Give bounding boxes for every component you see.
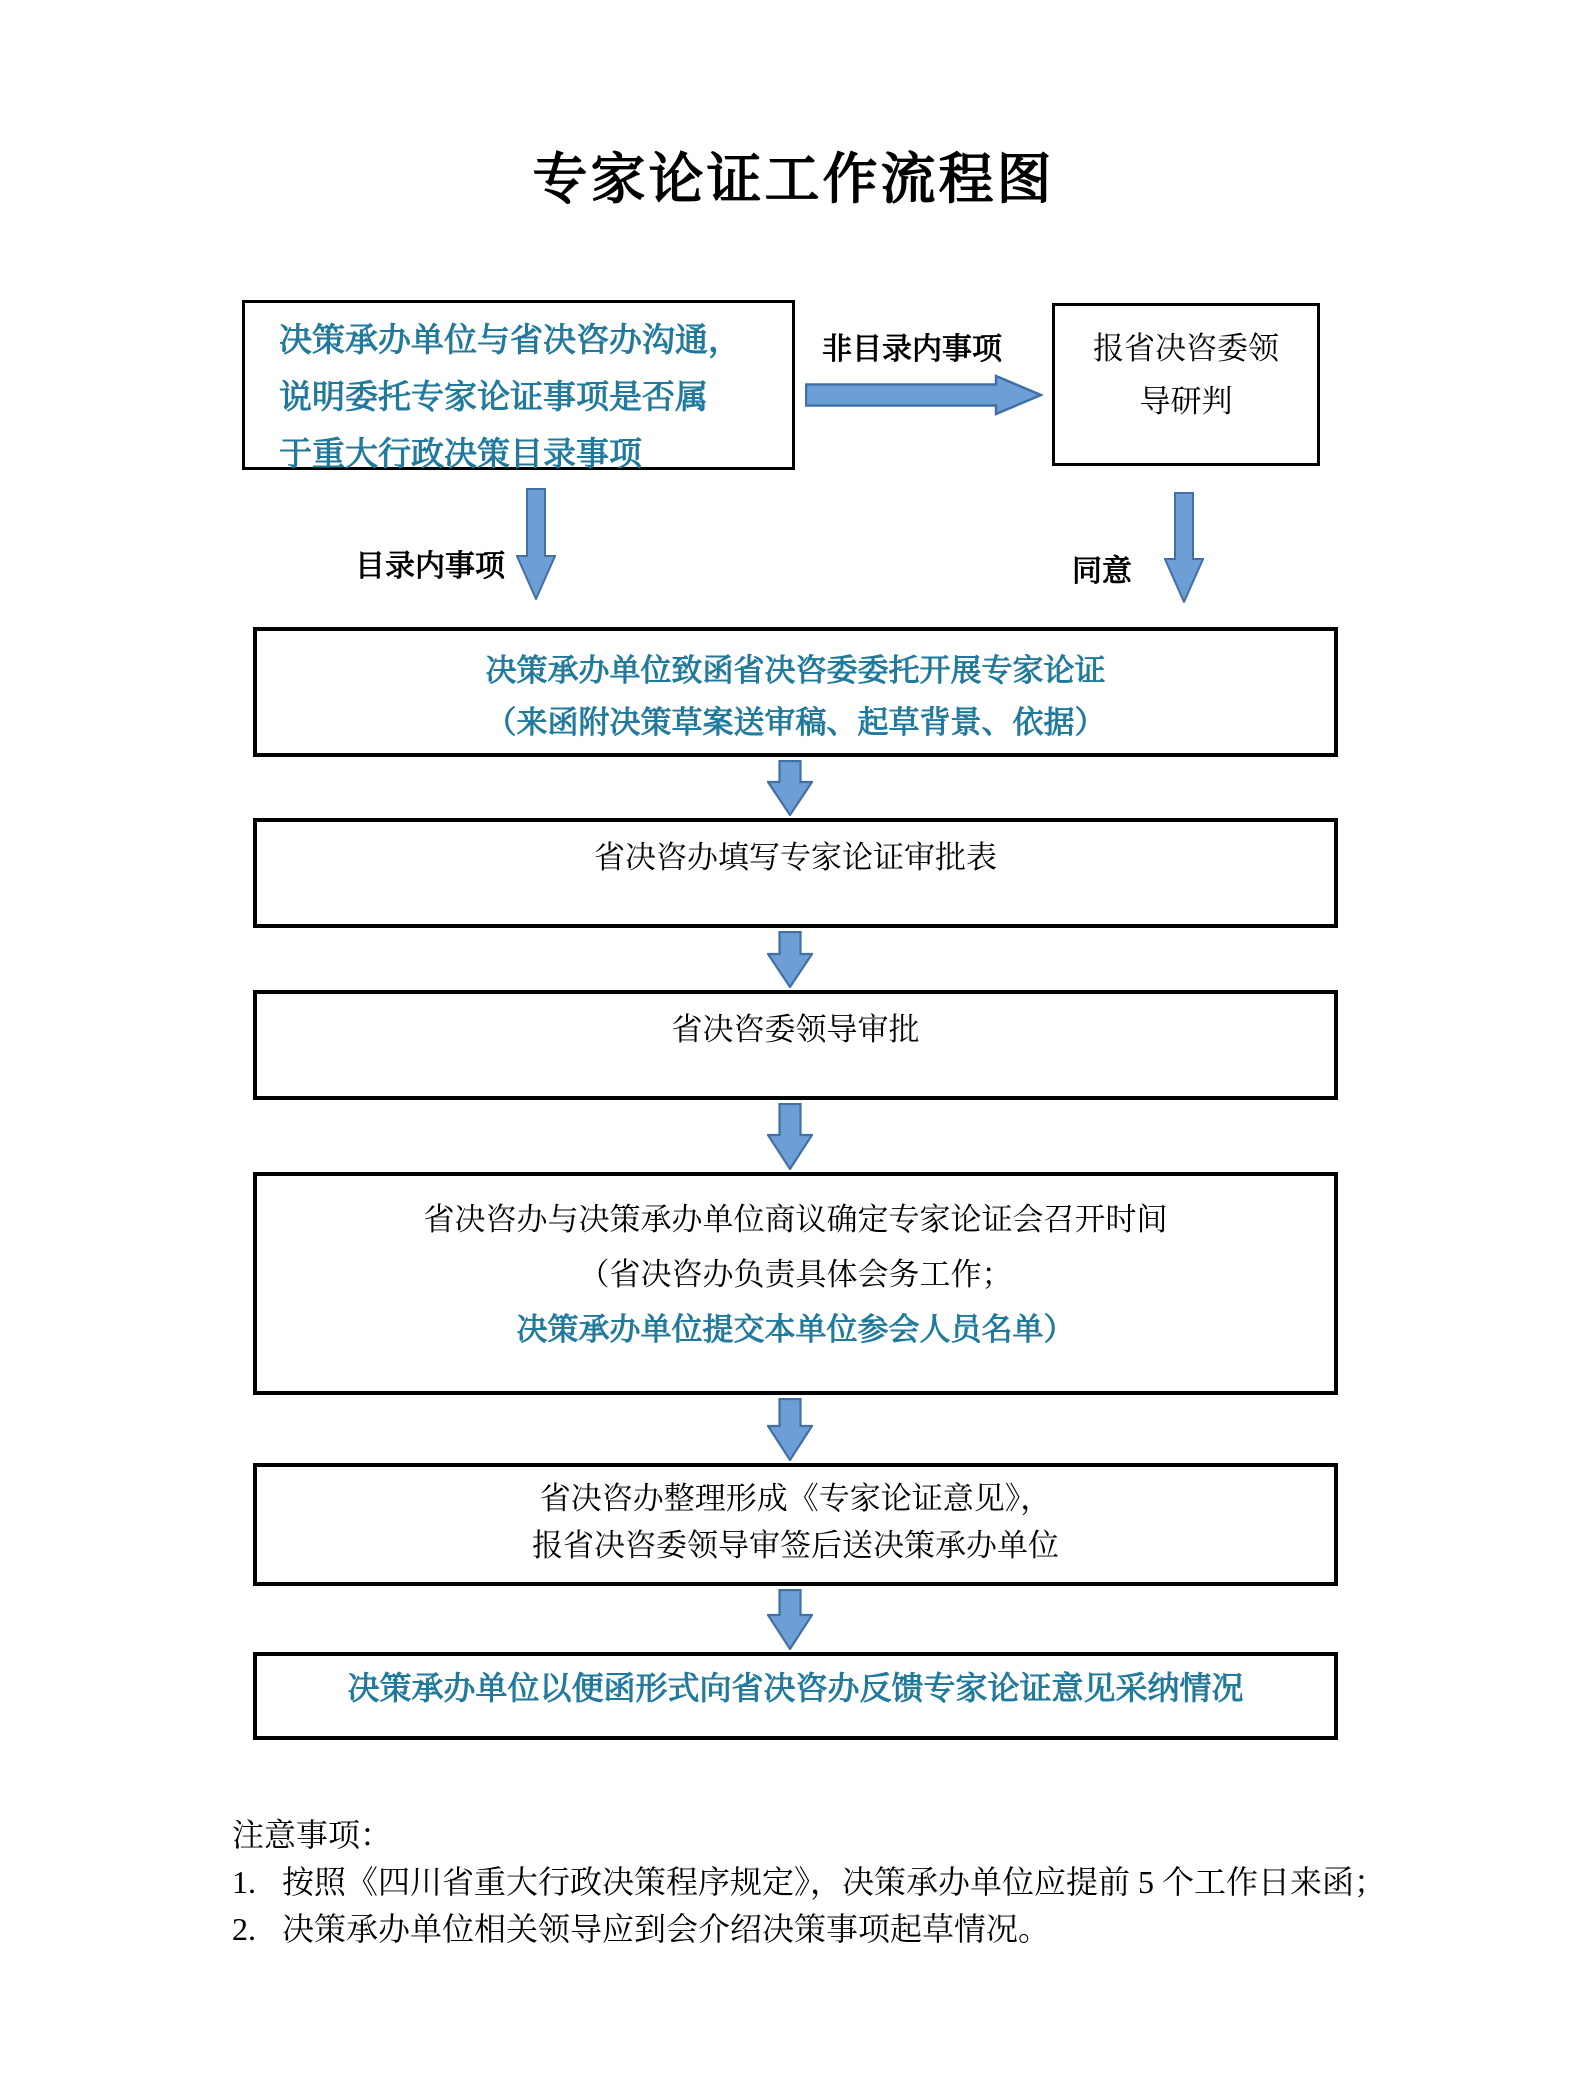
flow-box-start-line: 说明委托专家论证事项是否属 xyxy=(279,380,708,416)
label-non-catalog-item: 非目录内事项 xyxy=(822,333,1002,366)
flow-box-approve xyxy=(253,990,1338,1100)
flow-box-form-line: 省决咨办填写专家论证审批表 xyxy=(594,840,997,875)
flow-box-opinion-line: 省决咨办整理形成《专家论证意见》， xyxy=(539,1481,1052,1516)
flow-box-start-line: 于重大行政决策目录事项 xyxy=(279,437,642,473)
flow-box-meeting xyxy=(253,1172,1338,1395)
flow-box-leader-review-line: 报省决咨委领 xyxy=(1093,331,1279,366)
arrow-down-icon xyxy=(767,760,813,816)
notes-heading: 注意事项： xyxy=(232,1817,393,1853)
notes-item-text: 决策承办单位相关领导应到会介绍决策事项起草情况。 xyxy=(282,1911,1051,1947)
notes-item-number: 2. xyxy=(232,1911,256,1947)
flow-box-letter-line: （来函附决策草案送审稿、起草背景、依据） xyxy=(485,705,1106,740)
flow-box-feedback xyxy=(253,1652,1338,1740)
flow-box-approve-line: 省决咨委领导审批 xyxy=(671,1012,920,1047)
page-title: 专家论证工作流程图 xyxy=(532,149,1055,210)
flow-box-letter xyxy=(253,627,1338,757)
flow-box-letter-line: 决策承办单位致函省决咨委委托开展专家论证 xyxy=(485,653,1106,688)
flow-box-meeting-line: （省决咨办负责具体会务工作； xyxy=(578,1257,1013,1292)
notes-item-number: 1. xyxy=(232,1864,256,1900)
arrow-down-icon xyxy=(767,1589,813,1650)
flow-box-leader-review xyxy=(1052,303,1320,466)
arrow-down-icon xyxy=(516,488,556,600)
label-catalog-item: 目录内事项 xyxy=(355,550,505,583)
notes-item xyxy=(232,1859,1472,1906)
flow-box-meeting-line: 省决咨办与决策承办单位商议确定专家论证会召开时间 xyxy=(423,1202,1168,1237)
arrow-down-icon xyxy=(767,1398,813,1461)
flow-box-start xyxy=(242,300,795,473)
flow-box-feedback-line: 决策承办单位以便函形式向省决咨办反馈专家论证意见采纳情况 xyxy=(347,1670,1244,1706)
arrow-right-icon xyxy=(805,374,1043,416)
arrow-down-icon xyxy=(767,1103,813,1170)
flow-box-leader-review-line: 导研判 xyxy=(1139,384,1233,419)
notes-item xyxy=(232,1906,1472,1953)
flow-box-start-line: 决策承办单位与省决咨办沟通， xyxy=(279,323,741,359)
arrow-down-icon xyxy=(1164,492,1204,603)
label-agree: 同意 xyxy=(1072,555,1132,588)
flow-box-form xyxy=(253,818,1338,928)
flow-box-opinion-line: 报省决咨委领导审签后送决策承办单位 xyxy=(532,1528,1059,1563)
notes-section xyxy=(232,1812,1472,1953)
flow-box-meeting-line: 决策承办单位提交本单位参会人员名单） xyxy=(516,1312,1075,1347)
notes-item-text: 按照《四川省重大行政决策程序规定》，决策承办单位应提前 5 个工作日来函； xyxy=(282,1864,1387,1900)
arrow-down-icon xyxy=(767,931,813,988)
flow-box-opinion xyxy=(253,1463,1338,1586)
